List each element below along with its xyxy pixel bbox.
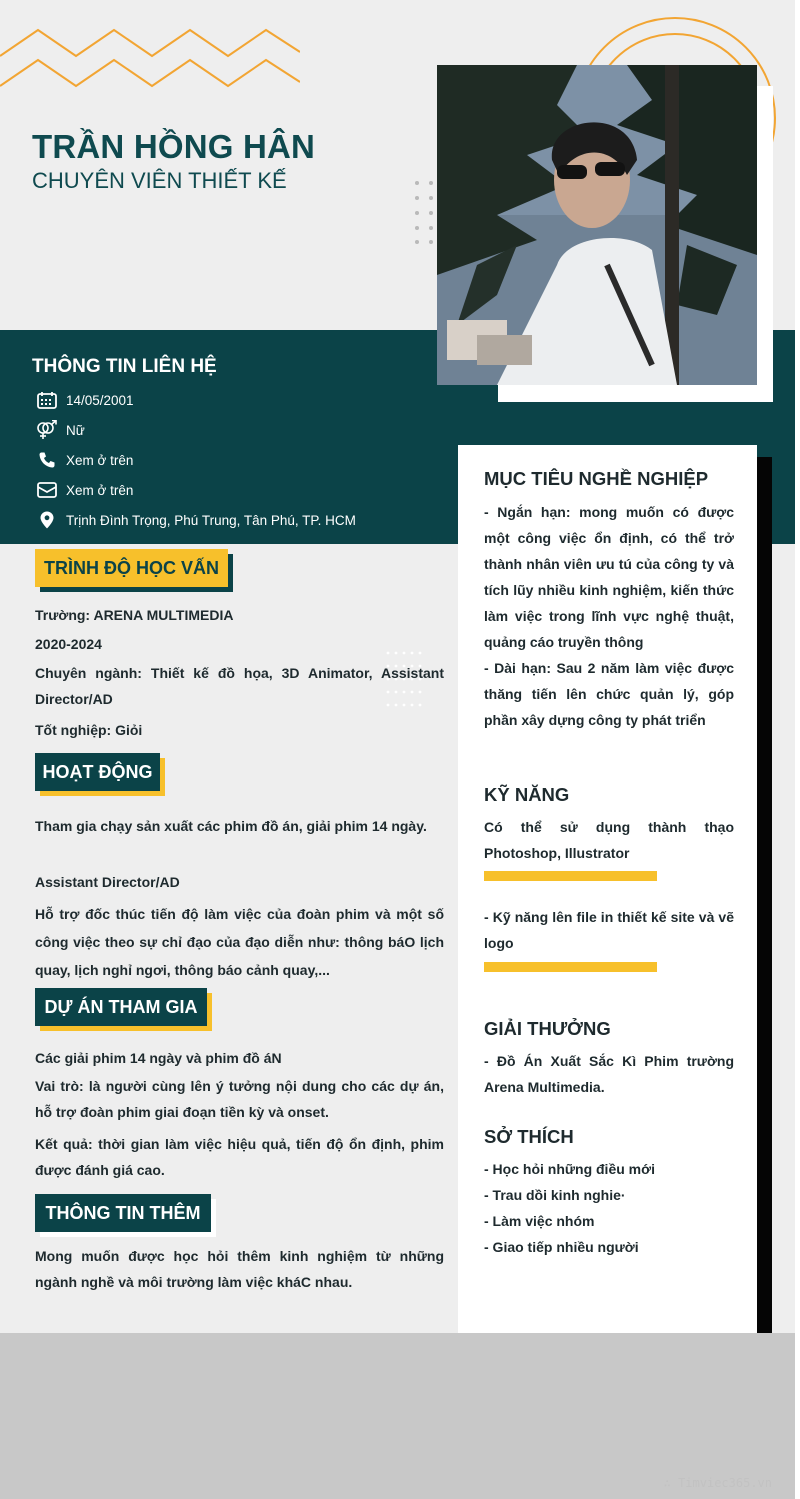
activity-item-2: Assistant Director/AD	[35, 874, 180, 890]
hobby-item: - Học hỏi những điều mới	[484, 1161, 655, 1177]
awards-title: GIẢI THƯỞNG	[484, 1018, 611, 1039]
profile-photo	[437, 65, 757, 385]
activity-item-1: Tham gia chạy sản xuất các phim đồ án, giải phim 14 ngày.	[35, 818, 427, 834]
activity-item-3: Hỗ trợ đốc thúc tiến độ làm việc của đoàn phim và một số công việc theo sự chỉ đạo của đạo diễn như: thông báO lịch quay, lịch nghỉ ngơi, thông báo cảnh quay,...	[35, 906, 444, 978]
projects-title: DỰ ÁN THAM GIA	[35, 988, 207, 1026]
awards-text: - Đồ Án Xuất Sắc Kì Phim trường Arena Multimedia.	[484, 1053, 734, 1095]
watermark-text: Timviec365.vn	[678, 1476, 772, 1490]
skill-bar-1	[484, 871, 657, 881]
activities-title: HOẠT ĐỘNG	[35, 753, 160, 791]
contact-birthdate	[36, 390, 134, 410]
projects-header	[35, 988, 207, 1026]
contact-address	[36, 510, 356, 530]
skill-item-1: Có thể sử dụng thành thạo Photoshop, Illustrator	[484, 819, 734, 861]
extra-header	[35, 1194, 211, 1232]
education-major: Chuyên ngành: Thiết kế đồ họa, 3D Animator, Assistant Director/AD	[35, 665, 444, 707]
skill-bar-2	[484, 962, 657, 972]
profile-photo-image	[437, 65, 757, 385]
contact-email	[36, 480, 133, 500]
contact-gender	[36, 420, 85, 440]
hobbies-title: SỞ THÍCH	[484, 1126, 574, 1147]
education-years: 2020-2024	[35, 636, 102, 652]
hobby-item: - Làm việc nhóm	[484, 1213, 595, 1229]
objective-title: MỤC TIÊU NGHỀ NGHIỆP	[484, 468, 709, 489]
contact-phone	[36, 450, 133, 470]
skill-item-2: - Kỹ năng lên file in thiết kế site và vẽ logo	[484, 909, 734, 951]
contact-email-text: Xem ở trên	[66, 482, 134, 498]
bottom-band	[0, 1333, 795, 1499]
skills-title: KỸ NĂNG	[484, 784, 570, 805]
contact-title: THÔNG TIN LIÊN HỆ	[32, 356, 217, 377]
education-school: Trường: ARENA MULTIMEDIA	[35, 607, 234, 623]
objective-long-term: - Dài hạn: Sau 2 năm làm việc được thăng tiến lên chức quản lý, góp phần xây dựng công ty phát triển	[484, 660, 734, 728]
hobbies-list	[484, 1156, 734, 1260]
candidate-name: TRẦN HỒNG HÂN	[32, 128, 316, 165]
watermark: ∴ Timviec365.vn	[663, 1476, 772, 1490]
objective-short-term: - Ngắn hạn: mong muốn có được một công việc ổn định, có thể trở thành nhân viên ưu tú của công ty và tích lũy nhiều kinh nghiệm, kiến thức làm việc trong lĩnh vực nghệ thuật, quảng cáo truyền thông	[484, 504, 734, 650]
project-item-2: Vai trò: là người cùng lên ý tưởng nội dung cho các dự án, hỗ trợ đoàn phim giai đoạn tiền kỳ và onset.	[35, 1078, 444, 1120]
email-icon	[36, 480, 58, 500]
hobby-item: - Trau dồi kinh nghie·	[484, 1187, 626, 1203]
contact-phone-text: Xem ở trên	[66, 452, 134, 468]
calendar-icon	[36, 390, 58, 410]
phone-icon	[36, 450, 58, 470]
education-grade: Tốt nghiệp: Giỏi	[35, 722, 143, 738]
contact-gender-text: Nữ	[66, 422, 85, 438]
education-header	[35, 549, 228, 587]
extra-text: Mong muốn được học hỏi thêm kinh nghiệm từ những ngành nghề và môi trường làm việc kháC nhau.	[35, 1248, 444, 1290]
candidate-role: CHUYÊN VIÊN THIẾT KẾ	[32, 168, 287, 193]
activities-header	[35, 753, 160, 791]
project-item-3: Kết quả: thời gian làm việc hiệu quả, tiến độ ổn định, phim được đánh giá cao.	[35, 1136, 444, 1178]
hobby-item: - Giao tiếp nhiều người	[484, 1239, 639, 1255]
location-pin-icon	[36, 510, 58, 530]
zigzag-decoration	[0, 28, 300, 108]
project-item-1: Các giải phim 14 ngày và phim đồ áN	[35, 1050, 282, 1066]
education-title: TRÌNH ĐỘ HỌC VẤN	[35, 549, 228, 587]
contact-birthdate-text: 14/05/2001	[66, 392, 134, 408]
extra-title: THÔNG TIN THÊM	[35, 1194, 211, 1232]
gender-icon	[36, 420, 58, 440]
contact-address-text: Trịnh Đình Trọng, Phú Trung, Tân Phú, TP. HCM	[66, 512, 356, 528]
